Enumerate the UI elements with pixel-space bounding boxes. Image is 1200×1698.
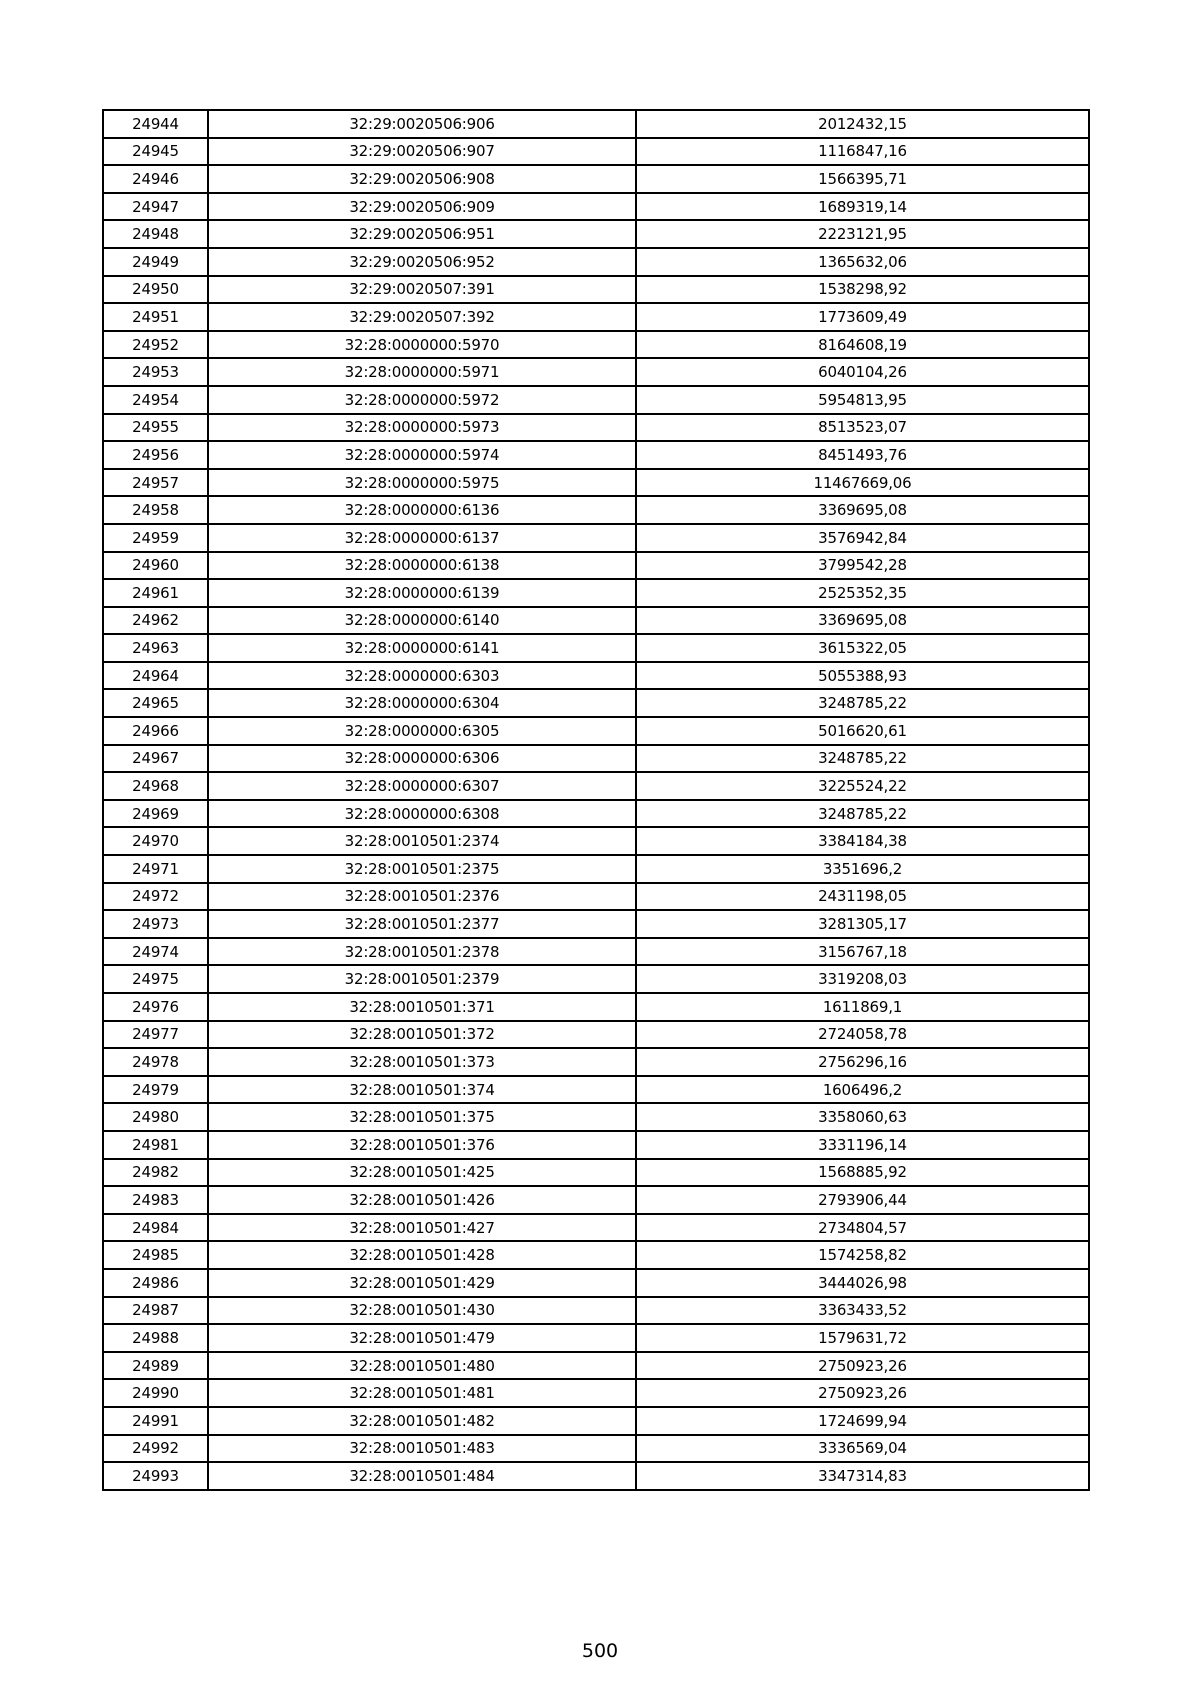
cadastral-value-cell: 5016620,61 xyxy=(636,717,1089,745)
row-number-cell: 24945 xyxy=(103,138,208,166)
cadastral-value-cell: 2793906,44 xyxy=(636,1186,1089,1214)
table-row xyxy=(103,827,1089,855)
table-row xyxy=(103,800,1089,828)
cadastral-number-cell: 32:28:0000000:5974 xyxy=(208,441,636,469)
cadastral-value-cell: 3384184,38 xyxy=(636,827,1089,855)
row-number-cell: 24985 xyxy=(103,1241,208,1269)
cadastral-value-cell: 2431198,05 xyxy=(636,883,1089,911)
table-row xyxy=(103,1048,1089,1076)
cadastral-number-cell: 32:28:0000000:5970 xyxy=(208,331,636,359)
cadastral-number-cell: 32:28:0010501:479 xyxy=(208,1324,636,1352)
row-number-cell: 24979 xyxy=(103,1076,208,1104)
cadastral-number-cell: 32:28:0010501:484 xyxy=(208,1462,636,1490)
cadastral-number-cell: 32:28:0000000:6308 xyxy=(208,800,636,828)
cadastral-number-cell: 32:29:0020506:907 xyxy=(208,138,636,166)
cadastral-number-cell: 32:28:0010501:483 xyxy=(208,1435,636,1463)
cadastral-number-cell: 32:28:0010501:373 xyxy=(208,1048,636,1076)
cadastral-value-cell: 3358060,63 xyxy=(636,1103,1089,1131)
cadastral-number-cell: 32:29:0020506:951 xyxy=(208,220,636,248)
cadastral-number-cell: 32:28:0000000:5972 xyxy=(208,386,636,414)
cadastral-value-cell: 5055388,93 xyxy=(636,662,1089,690)
cadastral-number-cell: 32:28:0000000:6306 xyxy=(208,745,636,773)
cadastral-value-cell: 2012432,15 xyxy=(636,110,1089,138)
table-row xyxy=(103,993,1089,1021)
row-number-cell: 24991 xyxy=(103,1407,208,1435)
cadastral-number-cell: 32:28:0000000:6303 xyxy=(208,662,636,690)
cadastral-number-cell: 32:28:0010501:482 xyxy=(208,1407,636,1435)
cadastral-number-cell: 32:28:0000000:6304 xyxy=(208,689,636,717)
row-number-cell: 24988 xyxy=(103,1324,208,1352)
cadastral-number-cell: 32:29:0020506:908 xyxy=(208,165,636,193)
table-row xyxy=(103,220,1089,248)
table-row xyxy=(103,910,1089,938)
cadastral-number-cell: 32:28:0010501:481 xyxy=(208,1379,636,1407)
cadastral-value-cell: 3248785,22 xyxy=(636,800,1089,828)
table-row xyxy=(103,883,1089,911)
cadastral-number-cell: 32:28:0010501:376 xyxy=(208,1131,636,1159)
cadastral-value-cell: 2750923,26 xyxy=(636,1379,1089,1407)
cadastral-value-cell: 3248785,22 xyxy=(636,745,1089,773)
table-row xyxy=(103,331,1089,359)
cadastral-value-cell: 1579631,72 xyxy=(636,1324,1089,1352)
cadastral-number-cell: 32:28:0000000:6141 xyxy=(208,634,636,662)
cadastral-value-cell: 3363433,52 xyxy=(636,1297,1089,1325)
table-row xyxy=(103,1159,1089,1187)
row-number-cell: 24950 xyxy=(103,276,208,304)
row-number-cell: 24966 xyxy=(103,717,208,745)
row-number-cell: 24989 xyxy=(103,1352,208,1380)
row-number-cell: 24963 xyxy=(103,634,208,662)
table-row xyxy=(103,1297,1089,1325)
cadastral-number-cell: 32:28:0000000:6305 xyxy=(208,717,636,745)
table-row xyxy=(103,358,1089,386)
table-row xyxy=(103,745,1089,773)
cadastral-number-cell: 32:28:0000000:5971 xyxy=(208,358,636,386)
cadastral-number-cell: 32:28:0010501:371 xyxy=(208,993,636,1021)
cadastral-value-cell: 1574258,82 xyxy=(636,1241,1089,1269)
row-number-cell: 24948 xyxy=(103,220,208,248)
row-number-cell: 24962 xyxy=(103,607,208,635)
row-number-cell: 24986 xyxy=(103,1269,208,1297)
cadastral-value-cell: 3351696,2 xyxy=(636,855,1089,883)
cadastral-value-cell: 8451493,76 xyxy=(636,441,1089,469)
table-row xyxy=(103,193,1089,221)
cadastral-value-table xyxy=(102,109,1090,1491)
cadastral-value-cell: 1538298,92 xyxy=(636,276,1089,304)
table-row xyxy=(103,717,1089,745)
table-row xyxy=(103,1352,1089,1380)
cadastral-value-cell: 2724058,78 xyxy=(636,1021,1089,1049)
row-number-cell: 24944 xyxy=(103,110,208,138)
table-row xyxy=(103,1435,1089,1463)
row-number-cell: 24977 xyxy=(103,1021,208,1049)
table-row xyxy=(103,579,1089,607)
cadastral-number-cell: 32:28:0010501:426 xyxy=(208,1186,636,1214)
cadastral-number-cell: 32:28:0000000:6137 xyxy=(208,524,636,552)
cadastral-value-cell: 3331196,14 xyxy=(636,1131,1089,1159)
cadastral-value-cell: 3369695,08 xyxy=(636,607,1089,635)
cadastral-value-cell: 3444026,98 xyxy=(636,1269,1089,1297)
table-row xyxy=(103,772,1089,800)
table-row xyxy=(103,303,1089,331)
cadastral-value-cell: 1365632,06 xyxy=(636,248,1089,276)
cadastral-number-cell: 32:29:0020506:906 xyxy=(208,110,636,138)
cadastral-value-cell: 1611869,1 xyxy=(636,993,1089,1021)
row-number-cell: 24970 xyxy=(103,827,208,855)
row-number-cell: 24981 xyxy=(103,1131,208,1159)
table-row xyxy=(103,662,1089,690)
cadastral-number-cell: 32:28:0000000:6136 xyxy=(208,496,636,524)
table-row xyxy=(103,552,1089,580)
cadastral-value-cell: 1568885,92 xyxy=(636,1159,1089,1187)
cadastral-value-cell: 3336569,04 xyxy=(636,1435,1089,1463)
table-row xyxy=(103,1379,1089,1407)
cadastral-number-cell: 32:28:0000000:5975 xyxy=(208,469,636,497)
cadastral-value-cell: 2756296,16 xyxy=(636,1048,1089,1076)
table-row xyxy=(103,110,1089,138)
table-row xyxy=(103,1324,1089,1352)
row-number-cell: 24965 xyxy=(103,689,208,717)
row-number-cell: 24960 xyxy=(103,552,208,580)
cadastral-value-cell: 8164608,19 xyxy=(636,331,1089,359)
row-number-cell: 24980 xyxy=(103,1103,208,1131)
row-number-cell: 24993 xyxy=(103,1462,208,1490)
row-number-cell: 24947 xyxy=(103,193,208,221)
cadastral-number-cell: 32:28:0010501:480 xyxy=(208,1352,636,1380)
table-row xyxy=(103,165,1089,193)
table-row xyxy=(103,138,1089,166)
table-row xyxy=(103,607,1089,635)
cadastral-value-cell: 3615322,05 xyxy=(636,634,1089,662)
cadastral-number-cell: 32:28:0010501:428 xyxy=(208,1241,636,1269)
cadastral-number-cell: 32:28:0010501:2376 xyxy=(208,883,636,911)
row-number-cell: 24955 xyxy=(103,414,208,442)
row-number-cell: 24978 xyxy=(103,1048,208,1076)
table-row xyxy=(103,1462,1089,1490)
cadastral-number-cell: 32:28:0010501:429 xyxy=(208,1269,636,1297)
row-number-cell: 24971 xyxy=(103,855,208,883)
cadastral-value-cell: 1773609,49 xyxy=(636,303,1089,331)
row-number-cell: 24954 xyxy=(103,386,208,414)
cadastral-number-cell: 32:29:0020507:391 xyxy=(208,276,636,304)
row-number-cell: 24983 xyxy=(103,1186,208,1214)
table-row xyxy=(103,1241,1089,1269)
cadastral-value-cell: 1724699,94 xyxy=(636,1407,1089,1435)
page-number: 500 xyxy=(581,1640,619,1662)
table-row xyxy=(103,496,1089,524)
cadastral-value-cell: 5954813,95 xyxy=(636,386,1089,414)
table-row xyxy=(103,855,1089,883)
cadastral-number-cell: 32:29:0020506:909 xyxy=(208,193,636,221)
cadastral-number-cell: 32:28:0010501:430 xyxy=(208,1297,636,1325)
row-number-cell: 24964 xyxy=(103,662,208,690)
row-number-cell: 24976 xyxy=(103,993,208,1021)
row-number-cell: 24967 xyxy=(103,745,208,773)
table-row xyxy=(103,689,1089,717)
cadastral-number-cell: 32:28:0010501:2374 xyxy=(208,827,636,855)
row-number-cell: 24992 xyxy=(103,1435,208,1463)
row-number-cell: 24952 xyxy=(103,331,208,359)
table-row xyxy=(103,965,1089,993)
cadastral-value-cell: 8513523,07 xyxy=(636,414,1089,442)
cadastral-value-cell: 3248785,22 xyxy=(636,689,1089,717)
row-number-cell: 24956 xyxy=(103,441,208,469)
table-row xyxy=(103,469,1089,497)
table-row xyxy=(103,441,1089,469)
table-row xyxy=(103,524,1089,552)
cadastral-number-cell: 32:28:0010501:427 xyxy=(208,1214,636,1242)
table-row xyxy=(103,1214,1089,1242)
cadastral-number-cell: 32:28:0010501:425 xyxy=(208,1159,636,1187)
cadastral-value-cell: 3319208,03 xyxy=(636,965,1089,993)
cadastral-number-cell: 32:29:0020507:392 xyxy=(208,303,636,331)
row-number-cell: 24946 xyxy=(103,165,208,193)
cadastral-number-cell: 32:28:0010501:2379 xyxy=(208,965,636,993)
row-number-cell: 24959 xyxy=(103,524,208,552)
cadastral-number-cell: 32:28:0010501:2375 xyxy=(208,855,636,883)
row-number-cell: 24974 xyxy=(103,938,208,966)
cadastral-value-cell: 2525352,35 xyxy=(636,579,1089,607)
cadastral-value-cell: 2734804,57 xyxy=(636,1214,1089,1242)
table-row xyxy=(103,938,1089,966)
cadastral-number-cell: 32:28:0000000:6140 xyxy=(208,607,636,635)
cadastral-number-cell: 32:28:0000000:6139 xyxy=(208,579,636,607)
cadastral-value-cell: 3347314,83 xyxy=(636,1462,1089,1490)
cadastral-value-cell: 1116847,16 xyxy=(636,138,1089,166)
table-row xyxy=(103,248,1089,276)
table-row xyxy=(103,1186,1089,1214)
cadastral-value-cell: 3576942,84 xyxy=(636,524,1089,552)
cadastral-value-cell: 3799542,28 xyxy=(636,552,1089,580)
row-number-cell: 24957 xyxy=(103,469,208,497)
cadastral-value-cell: 2223121,95 xyxy=(636,220,1089,248)
table-row xyxy=(103,1076,1089,1104)
table-row xyxy=(103,1021,1089,1049)
cadastral-value-cell: 3225524,22 xyxy=(636,772,1089,800)
cadastral-number-cell: 32:28:0000000:6307 xyxy=(208,772,636,800)
table-row xyxy=(103,1407,1089,1435)
cadastral-value-cell: 2750923,26 xyxy=(636,1352,1089,1380)
cadastral-value-cell: 1606496,2 xyxy=(636,1076,1089,1104)
row-number-cell: 24958 xyxy=(103,496,208,524)
row-number-cell: 24982 xyxy=(103,1159,208,1187)
row-number-cell: 24990 xyxy=(103,1379,208,1407)
cadastral-value-cell: 3156767,18 xyxy=(636,938,1089,966)
table-row xyxy=(103,276,1089,304)
row-number-cell: 24987 xyxy=(103,1297,208,1325)
cadastral-value-cell: 11467669,06 xyxy=(636,469,1089,497)
cadastral-number-cell: 32:28:0010501:374 xyxy=(208,1076,636,1104)
row-number-cell: 24984 xyxy=(103,1214,208,1242)
row-number-cell: 24969 xyxy=(103,800,208,828)
cadastral-value-cell: 1566395,71 xyxy=(636,165,1089,193)
cadastral-number-cell: 32:28:0010501:2378 xyxy=(208,938,636,966)
table-row xyxy=(103,1269,1089,1297)
row-number-cell: 24973 xyxy=(103,910,208,938)
table-row xyxy=(103,1103,1089,1131)
row-number-cell: 24961 xyxy=(103,579,208,607)
cadastral-value-cell: 3281305,17 xyxy=(636,910,1089,938)
row-number-cell: 24972 xyxy=(103,883,208,911)
row-number-cell: 24949 xyxy=(103,248,208,276)
cadastral-number-cell: 32:29:0020506:952 xyxy=(208,248,636,276)
table-row xyxy=(103,386,1089,414)
cadastral-number-cell: 32:28:0000000:5973 xyxy=(208,414,636,442)
row-number-cell: 24975 xyxy=(103,965,208,993)
table-row xyxy=(103,634,1089,662)
cadastral-value-cell: 3369695,08 xyxy=(636,496,1089,524)
table-body xyxy=(103,110,1089,1490)
table-row xyxy=(103,414,1089,442)
cadastral-number-cell: 32:28:0010501:2377 xyxy=(208,910,636,938)
row-number-cell: 24951 xyxy=(103,303,208,331)
row-number-cell: 24968 xyxy=(103,772,208,800)
cadastral-number-cell: 32:28:0010501:372 xyxy=(208,1021,636,1049)
cadastral-value-cell: 1689319,14 xyxy=(636,193,1089,221)
cadastral-number-cell: 32:28:0010501:375 xyxy=(208,1103,636,1131)
cadastral-number-cell: 32:28:0000000:6138 xyxy=(208,552,636,580)
cadastral-value-cell: 6040104,26 xyxy=(636,358,1089,386)
row-number-cell: 24953 xyxy=(103,358,208,386)
table-row xyxy=(103,1131,1089,1159)
